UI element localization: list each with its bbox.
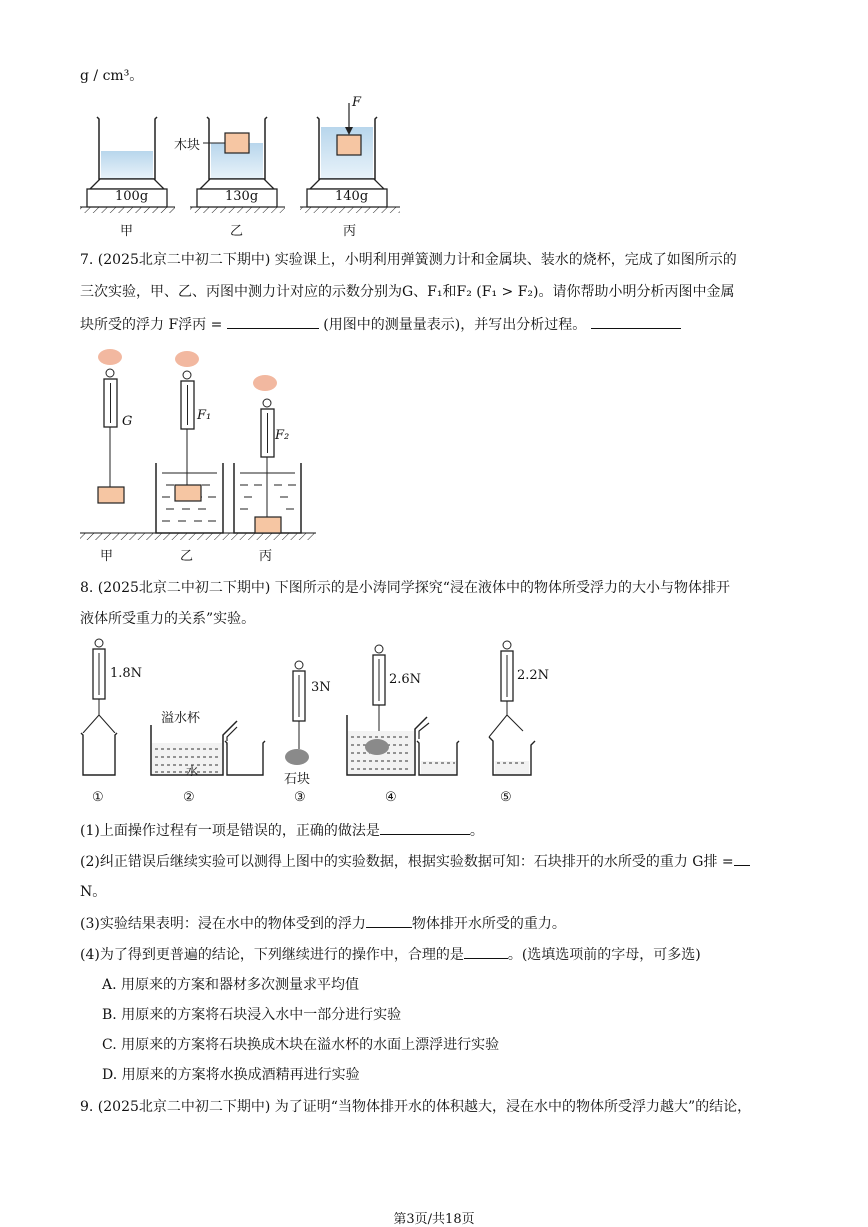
option-c[interactable]: C. 用原来的方案将石块换成木块在溢水杯的水面上漂浮进行实验 (102, 1037, 500, 1053)
q7-line3-a: 块所受的浮力 F浮丙 = (80, 317, 223, 333)
sub-q4 (80, 944, 701, 965)
reading-step1: 1.8N (110, 666, 143, 681)
figure-overflow-experiment (75, 635, 565, 785)
sub-q1-end: 。 (469, 823, 484, 839)
q7-line3-b: (用图中的测量量表示)，并写出分析过程。 (323, 317, 587, 333)
sub-q2-unit: N。 (80, 884, 107, 900)
sub-q2 (80, 851, 750, 872)
sub-q4-blank[interactable] (464, 944, 508, 959)
step-5: ⑤ (500, 790, 512, 805)
label-F1: F₁ (197, 408, 212, 423)
reading-step3: 3N (311, 680, 331, 695)
stone-label: 石块 (284, 772, 311, 787)
sub-q1 (80, 820, 484, 841)
stone (285, 749, 309, 765)
q7-answer-blank[interactable] (227, 314, 319, 329)
label-G: G (122, 414, 133, 429)
scale-reading-1: 100g (115, 189, 149, 204)
sub-q2-text: (2)纠正错误后继续实验可以测得上图中的实验数据，根据实验数据可知：石块排开的水所受的重力 G排 = (80, 854, 734, 870)
spring-scale-yi (156, 371, 223, 533)
fig-name-1: 甲 (120, 224, 134, 239)
wood-block-submerged (337, 135, 361, 155)
sub-q3 (80, 913, 566, 934)
option-b[interactable]: B. 用原来的方案将石块浸入水中一部分进行实验 (102, 1007, 402, 1023)
step4-submerged (347, 645, 459, 775)
sub-q3-end: 物体排开水所受的重力。 (411, 916, 566, 932)
step-3: ③ (294, 790, 306, 805)
sub-q2-blank[interactable] (734, 851, 750, 866)
q7-process-blank[interactable] (591, 314, 681, 329)
q8-line1: 8. (2025北京二中初二下期中) 下图所示的是小涛同学探究“浸在液体中的物体所受浮力的大小与物体排开 (80, 580, 730, 596)
sub-q4-text: (4)为了得到更普遍的结论，下列继续进行的操作中，合理的是 (80, 947, 464, 963)
step5-scale (489, 641, 535, 775)
wood-label: 木块 (174, 138, 201, 153)
reading-step5: 2.2N (517, 668, 550, 683)
sub-q1-blank[interactable] (380, 820, 470, 835)
fig-name-2: 乙 (230, 224, 244, 239)
step1-scale (81, 639, 117, 775)
option-a[interactable]: A. 用原来的方案和器材多次测量求平均值 (102, 977, 360, 993)
figure-spring-scales (78, 345, 318, 550)
force-label: F (352, 95, 362, 110)
step3-stone-scale (285, 661, 309, 765)
q7-line2: 三次实验，甲、乙、丙图中测力计对应的示数分别为G、F₁和F₂ (F₁ > F₂)。请你帮助小明分析丙图中金属 (80, 284, 735, 300)
option-d[interactable]: D. 用原来的方案将水换成酒精再进行实验 (102, 1067, 360, 1083)
q8-line2: 液体所受重力的关系”实验。 (80, 611, 256, 627)
step-1: ① (92, 790, 104, 805)
spring-scale-jia (98, 369, 124, 503)
unit-text: g / cm³。 (80, 68, 144, 84)
sub-q3-text: (3)实验结果表明：浸在水中的物体受到的浮力 (80, 916, 366, 932)
page-number: 第3页/共18页 (393, 1212, 475, 1227)
spring-scale-bing (234, 399, 301, 533)
q7-line3 (80, 314, 681, 335)
sub-q4-end: 。(选填选项前的字母，可多选) (507, 947, 701, 963)
step-2: ② (183, 790, 195, 805)
sub-q3-blank[interactable] (366, 913, 412, 928)
label-F2: F₂ (275, 428, 290, 443)
fig7-name-1: 甲 (100, 549, 114, 564)
step2-overflow-cup (151, 721, 265, 775)
reading-step4: 2.6N (389, 672, 422, 687)
scale-reading-2: 130g (225, 189, 259, 204)
overflow-cup-label: 溢水杯 (161, 711, 201, 726)
fig7-name-3: 丙 (259, 549, 273, 564)
fig7-name-2: 乙 (180, 549, 194, 564)
q9-line1: 9. (2025北京二中初二下期中) 为了证明“当物体排开水的体积越大，浸在水中的物体所受浮力越大”的结论， (80, 1099, 752, 1115)
scale-reading-3: 140g (335, 189, 369, 204)
fig-name-3: 丙 (343, 224, 357, 239)
figure-beakers-on-scales (75, 95, 415, 240)
q7-line1: 7. (2025北京二中初二下期中) 实验课上，小明利用弹簧测力计和金属块、装水的烧杯，完成了如图所示的 (80, 252, 737, 268)
water-label: 水 (186, 764, 199, 778)
sub-q1-text: (1)上面操作过程有一项是错误的，正确的做法是 (80, 823, 380, 839)
wood-block (225, 133, 249, 153)
step-4: ④ (385, 790, 397, 805)
